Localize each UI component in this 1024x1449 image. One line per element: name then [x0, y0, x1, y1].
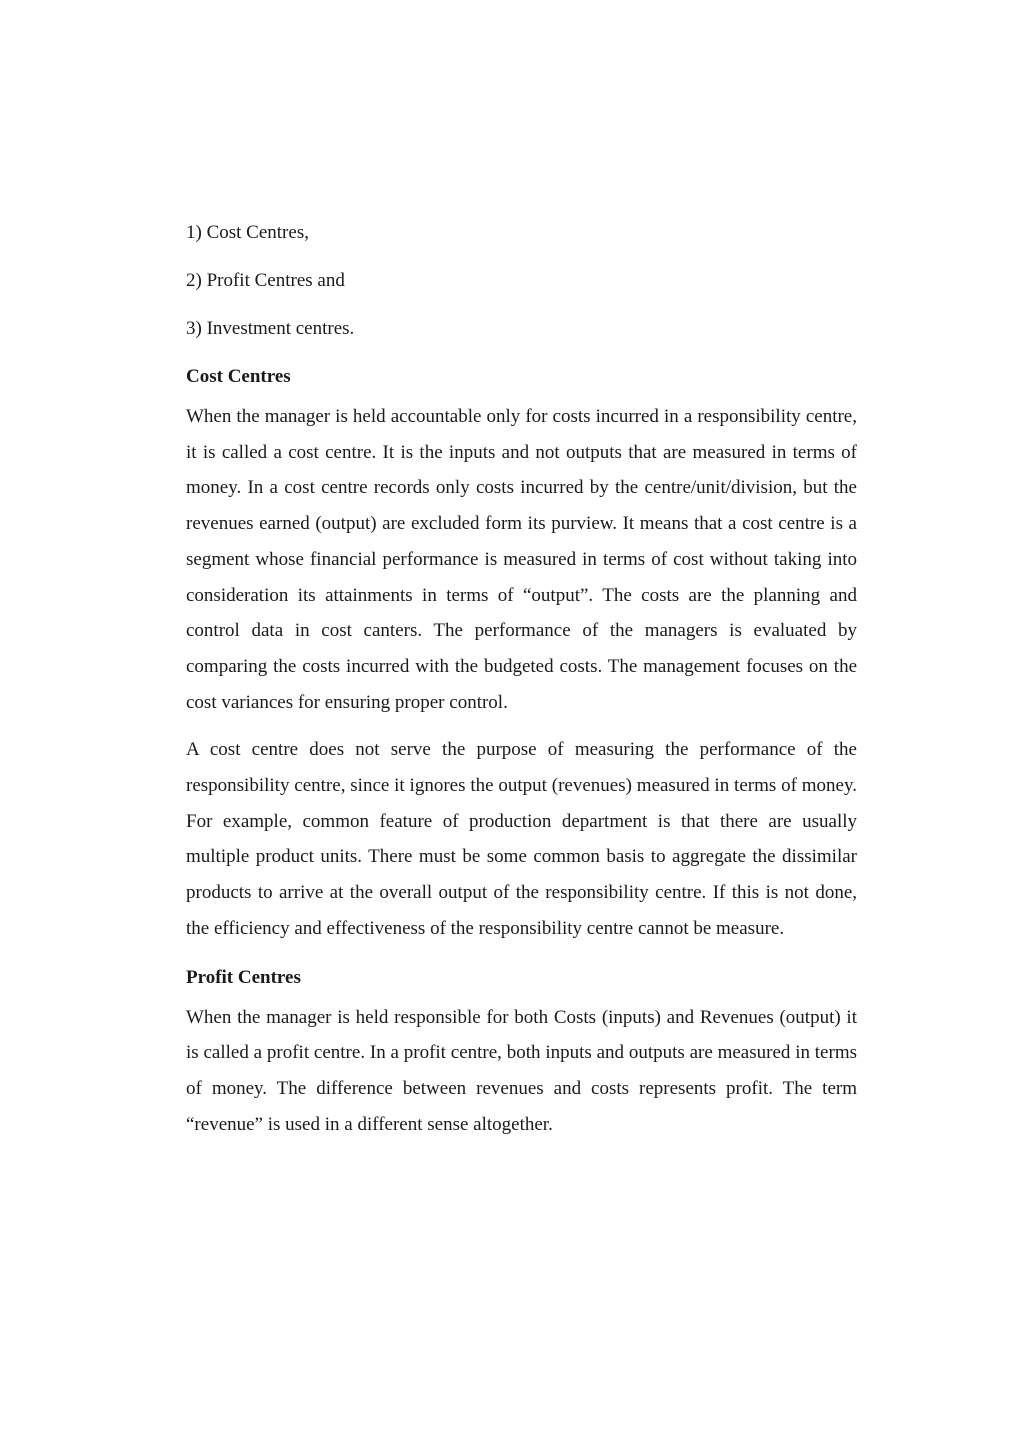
- cost-centres-heading: Cost Centres: [186, 366, 291, 387]
- cost-centres-paragraph-1: When the manager is held accountable only for costs incurred in a responsibility centre, it is called a cost centre. It is the inputs and not outputs that are measured in terms of money. In a cost centre records only costs incurred by the centre/unit/division, but the revenues earned (output) are excluded form its purview. It means that a cost centre is a segment whose financial performance is measured in terms of cost without taking into consideration its attainments in terms of “output”. The costs are the planning and control data in cost canters. The performance of the managers is evaluated by comparing the costs incurred with the budgeted costs. The management focuses on the cost variances for ensuring proper control.: [186, 406, 857, 713]
- cost-centres-paragraph-2: A cost centre does not serve the purpose of measuring the performance of the responsibility centre, since it ignores the output (revenues) measured in terms of money. For example, common feature of production department is that there are usually multiple product units. There must be some common basis to aggregate the dissimilar products to arrive at the overall output of the responsibility centre. If this is not done, the efficiency and effectiveness of the responsibility centre cannot be measure.: [186, 739, 857, 939]
- profit-centres-paragraph-1: When the manager is held responsible for both Costs (inputs) and Revenues (output) it is called a profit centre. In a profit centre, both inputs and outputs are measured in terms of money. The difference between revenues and costs represents profit. The term “revenue” is used in a different sense altogether.: [186, 1006, 857, 1135]
- list-item-investment-centres: 3) Investment centres.: [186, 318, 355, 339]
- list-item-cost-centres: 1) Cost Centres,: [186, 222, 309, 243]
- profit-centres-heading: Profit Centres: [186, 966, 301, 988]
- document-page: [186, 218, 857, 1154]
- list-item-profit-centres: 2) Profit Centres and: [186, 270, 345, 291]
